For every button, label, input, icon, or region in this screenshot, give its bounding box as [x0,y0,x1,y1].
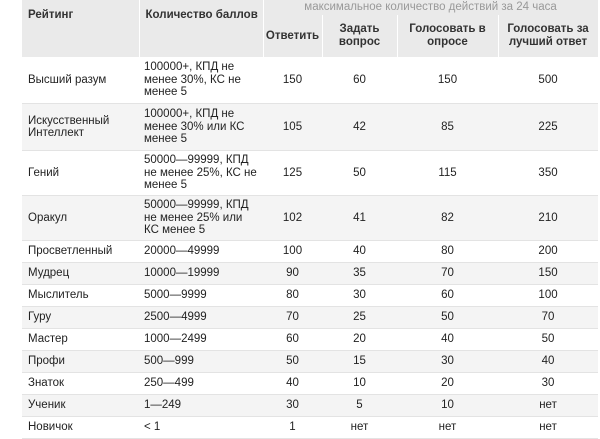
rank-name: Профи [22,351,139,373]
answer-limit: 150 [263,57,322,104]
answer-limit: 60 [263,329,322,351]
table-body [22,57,598,439]
rank-table [22,0,599,439]
rank-points: < 1 [139,417,263,439]
table-row [22,351,598,373]
table-row [22,373,598,395]
answer-limit: 80 [263,285,322,307]
vote-poll-limit: 80 [397,241,498,263]
table-row [22,307,598,329]
table-row [22,151,598,196]
header-points: Количество баллов [139,0,263,57]
vote-best-limit: 500 [498,57,598,104]
vote-poll-limit: 10 [397,395,498,417]
answer-limit: 125 [263,151,322,196]
vote-best-limit: нет [498,395,598,417]
rank-points: 50000—99999, КПД не менее 25% или КС менее 5 [139,196,263,241]
table-row [22,395,598,417]
rank-name: Мастер [22,329,139,351]
rank-name: Мыслитель [22,285,139,307]
vote-best-limit: 70 [498,307,598,329]
ask-limit: 30 [322,285,397,307]
ask-limit: 35 [322,263,397,285]
ask-limit: 25 [322,307,397,329]
rank-points: 50000—99999, КПД не менее 25%, КС не менее 5 [139,151,263,196]
table-row [22,104,598,151]
rank-name: Новичок [22,417,139,439]
rank-name: Знаток [22,373,139,395]
vote-poll-limit: нет [397,417,498,439]
rank-points: 5000—9999 [139,285,263,307]
ask-limit: 5 [322,395,397,417]
rank-points: 100000+, КПД не менее 30%, КС не менее 5 [139,57,263,104]
ask-limit: 20 [322,329,397,351]
answer-limit: 102 [263,196,322,241]
vote-best-limit: 40 [498,351,598,373]
vote-poll-limit: 40 [397,329,498,351]
ask-limit: 15 [322,351,397,373]
ask-limit: 50 [322,151,397,196]
table-row [22,417,598,439]
table-row [22,263,598,285]
answer-limit: 105 [263,104,322,151]
rank-name: Просветленный [22,241,139,263]
answer-limit: 1 [263,417,322,439]
rank-points: 100000+, КПД не менее 30% или КС менее 5 [139,104,263,151]
answer-limit: 100 [263,241,322,263]
rank-points: 250—499 [139,373,263,395]
table-row [22,57,598,104]
vote-best-limit: 200 [498,241,598,263]
rank-name: Высший разум [22,57,139,104]
vote-poll-limit: 150 [397,57,498,104]
rank-name: Оракул [22,196,139,241]
rank-points: 20000—49999 [139,241,263,263]
vote-best-limit: 100 [498,285,598,307]
vote-poll-limit: 82 [397,196,498,241]
vote-best-limit: 210 [498,196,598,241]
vote-best-limit: 30 [498,373,598,395]
vote-best-limit: 350 [498,151,598,196]
rank-points: 2500—4999 [139,307,263,329]
header-rank: Рейтинг [22,0,139,57]
vote-best-limit: 50 [498,329,598,351]
rank-name: Гуру [22,307,139,329]
rank-points: 500—999 [139,351,263,373]
table-row [22,241,598,263]
ask-limit: 60 [322,57,397,104]
rank-points: 10000—19999 [139,263,263,285]
header-ask: Задать вопрос [322,15,397,57]
ask-limit: 41 [322,196,397,241]
vote-best-limit: 150 [498,263,598,285]
table-row [22,285,598,307]
rank-name: Ученик [22,395,139,417]
answer-limit: 40 [263,373,322,395]
vote-poll-limit: 50 [397,307,498,329]
answer-limit: 50 [263,351,322,373]
vote-poll-limit: 30 [397,351,498,373]
table-row [22,196,598,241]
vote-best-limit: 225 [498,104,598,151]
vote-poll-limit: 115 [397,151,498,196]
header-group: максимальное количество действий за 24 часа [263,0,598,15]
rank-points: 1000—2499 [139,329,263,351]
ask-limit: 42 [322,104,397,151]
vote-best-limit: нет [498,417,598,439]
answer-limit: 90 [263,263,322,285]
rank-points: 1—249 [139,395,263,417]
rank-name: Гений [22,151,139,196]
vote-poll-limit: 20 [397,373,498,395]
table-row [22,329,598,351]
header-vote-poll: Голосовать в опросе [397,15,498,57]
table-header [22,0,598,57]
rank-name: Мудрец [22,263,139,285]
header-vote-best: Голосовать за лучший ответ [498,15,598,57]
ask-limit: нет [322,417,397,439]
header-answer: Ответить [263,15,322,57]
ask-limit: 10 [322,373,397,395]
vote-poll-limit: 70 [397,263,498,285]
vote-poll-limit: 85 [397,104,498,151]
rank-name: Искусственный Интеллект [22,104,139,151]
ask-limit: 40 [322,241,397,263]
answer-limit: 30 [263,395,322,417]
answer-limit: 70 [263,307,322,329]
vote-poll-limit: 60 [397,285,498,307]
